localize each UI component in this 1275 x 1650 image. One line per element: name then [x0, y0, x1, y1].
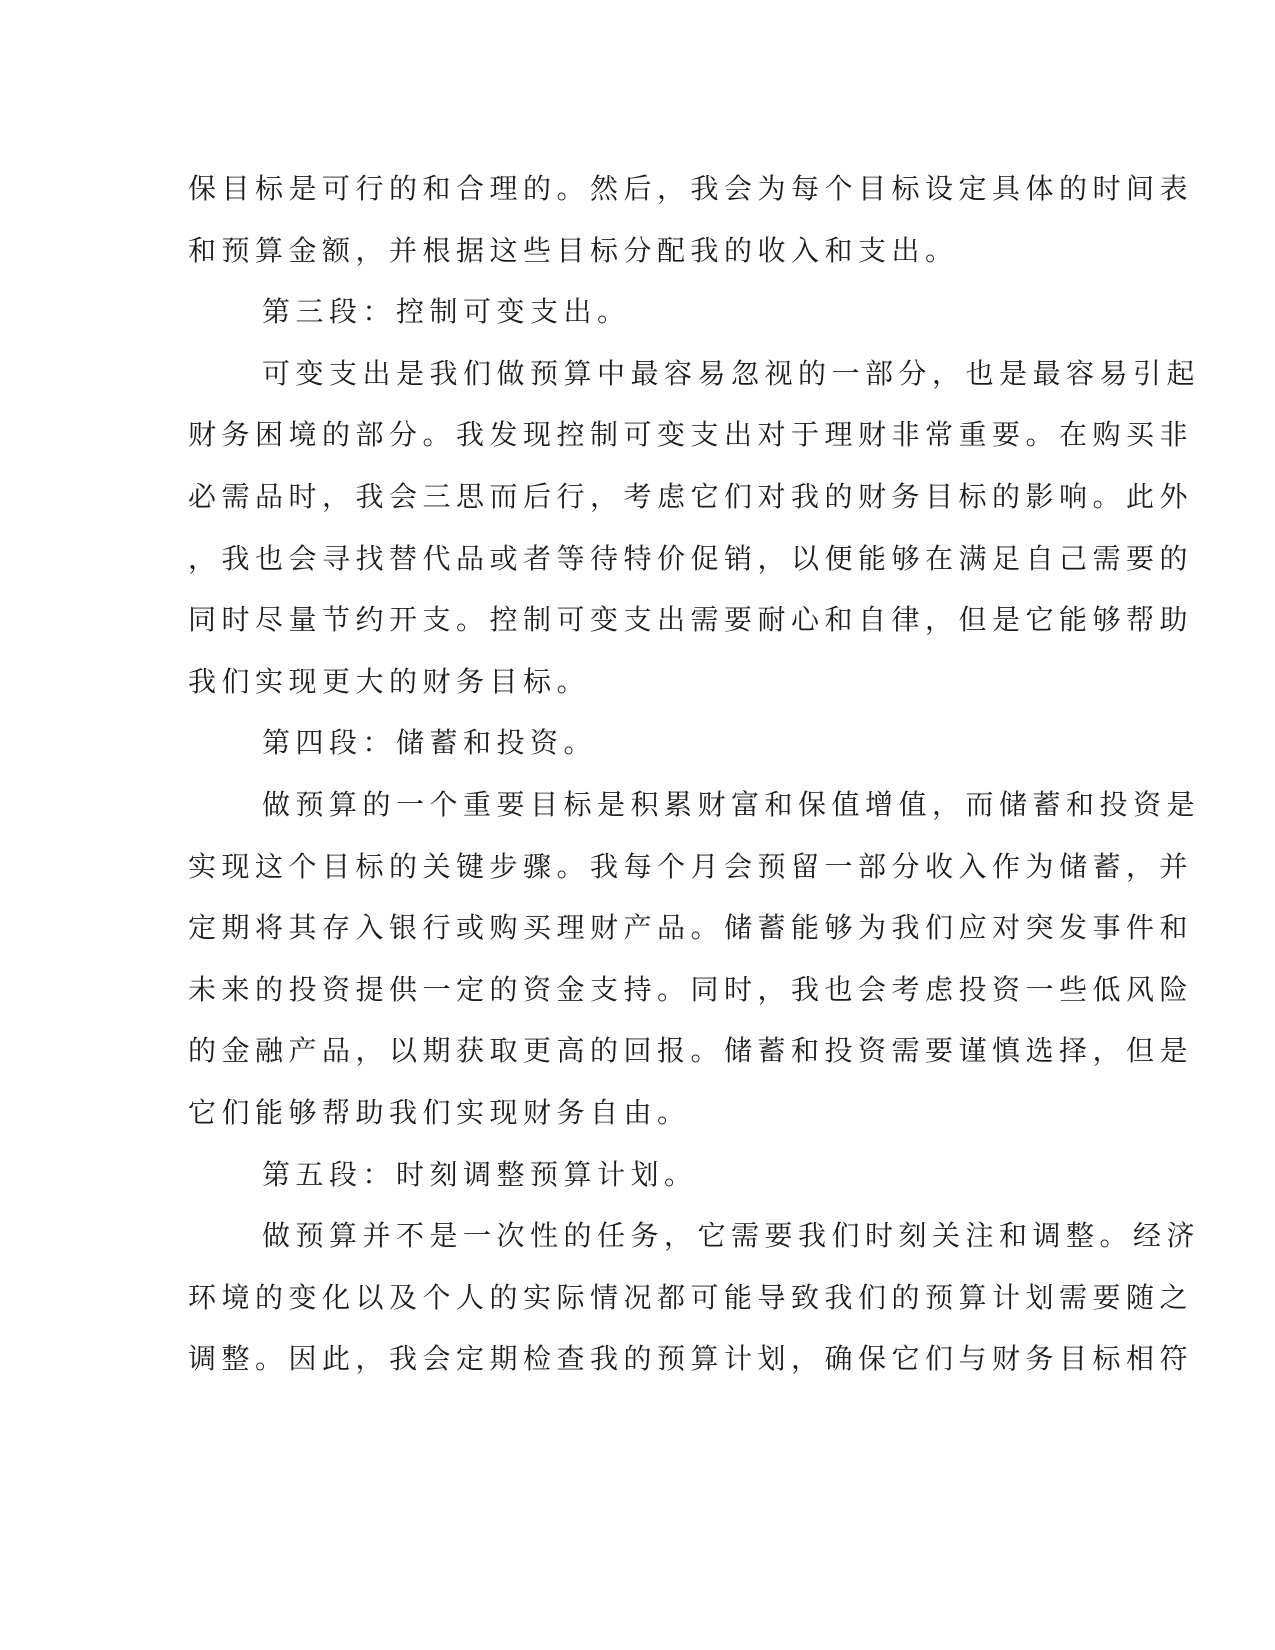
text-line: 未来的投资提供一定的资金支持。同时，我也会考虑投资一些低风险 [188, 972, 1194, 1006]
text-line: 的金融产品，以期获取更高的回报。储蓄和投资需要谨慎选择，但是 [188, 1034, 1194, 1068]
text-line: 保目标是可行的和合理的。然后，我会为每个目标设定具体的时间表 [188, 172, 1194, 205]
text-line: 和预算金额，并根据这些目标分配我的收入和支出。 [188, 233, 959, 267]
text-line: 它们能够帮助我们实现财务自由。 [188, 1095, 691, 1129]
text-line: 环境的变化以及个人的实际情况都可能导致我们的预算计划需要随之 [188, 1280, 1194, 1314]
text-line: 做预算并不是一次性的任务，它需要我们时刻关注和调整。经济 [262, 1219, 1201, 1253]
text-line: 财务困境的部分。我发现控制可变支出对于理财非常重要。在购买非 [188, 418, 1194, 452]
text-line: 第五段：时刻调整预算计划。 [262, 1157, 698, 1191]
text-line: 实现这个目标的关键步骤。我每个月会预留一部分收入作为储蓄，并 [188, 849, 1194, 883]
text-line: 必需品时，我会三思而后行，考虑它们对我的财务目标的影响。此外 [188, 479, 1194, 513]
text-line: 第四段：储蓄和投资。 [262, 726, 598, 760]
text-line: 可变支出是我们做预算中最容易忽视的一部分，也是最容易引起 [262, 356, 1201, 390]
text-line: 我们实现更大的财务目标。 [188, 664, 591, 698]
text-line: 第三段：控制可变支出。 [262, 295, 631, 329]
text-line: ，我也会寻找替代品或者等待特价促销，以便能够在满足自己需要的 [188, 541, 1194, 575]
text-line: 定期将其存入银行或购买理财产品。储蓄能够为我们应对突发事件和 [188, 911, 1194, 945]
document-body [188, 158, 1201, 1390]
text-line: 做预算的一个重要目标是积累财富和保值增值，而储蓄和投资是 [262, 787, 1201, 821]
text-line: 同时尽量节约开支。控制可变支出需要耐心和自律，但是它能够帮助 [188, 603, 1194, 637]
text-line: 调整。因此，我会定期检查我的预算计划，确保它们与财务目标相符 [188, 1342, 1194, 1376]
